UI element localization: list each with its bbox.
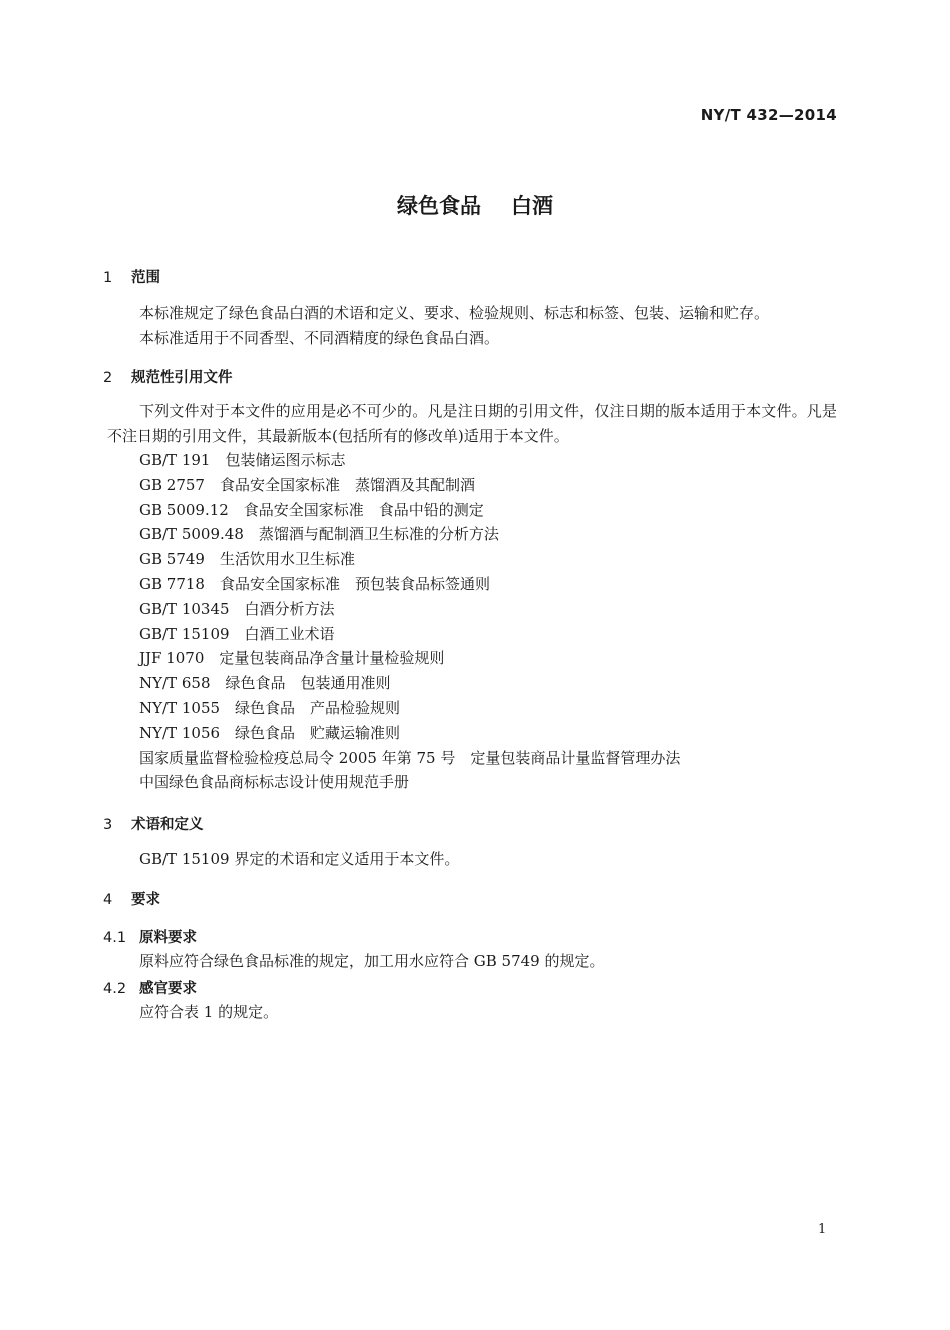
normative-references-list [139,448,680,795]
reference-item: JJF 1070 定量包装商品净含量计量检验规则 [139,649,445,668]
section-number: 4 [103,892,113,908]
subsection-4-1-heading [103,926,197,947]
page-number: 1 [818,1222,827,1237]
section-title: 规范性引用文件 [131,370,233,386]
document-title [0,190,950,220]
reference-item: GB 7718 食品安全国家标准 预包装食品标签通则 [139,574,490,593]
reference-item: GB 5009.12 食品安全国家标准 食品中铅的测定 [139,500,484,519]
reference-item: NY/T 1055 绿色食品 产品检验规则 [139,698,401,717]
section-3-paragraph-1: GB/T 15109 界定的术语和定义适用于本文件。 [139,850,460,868]
reference-item: GB 5749 生活饮用水卫生标准 [139,550,355,569]
section-2-heading [103,366,233,387]
subsection-title: 原料要求 [139,930,197,946]
reference-item: NY/T 658 绿色食品 包装通用准则 [139,674,391,693]
reference-item: 国家质量监督检验检疫总局令 2005 年第 75 号 定量包装商品计量监督管理办法 [139,748,681,767]
subsection-title: 感官要求 [139,981,197,997]
subsection-number: 4.1 [103,930,127,946]
section-title: 范围 [131,270,160,286]
reference-item: GB/T 5009.48 蒸馏酒与配制酒卫生标准的分析方法 [139,525,499,544]
reference-item: GB/T 15109 白酒工业术语 [139,624,335,643]
standard-number: NY/T 432—2014 [700,106,837,124]
subsection-number: 4.2 [103,981,127,997]
section-4-heading [103,888,160,909]
title-part-1: 绿色食品 [397,194,481,218]
section-1-paragraph-1: 本标准规定了绿色食品白酒的术语和定义、要求、检验规则、标志和标签、包装、运输和贮存。 [139,304,770,322]
section-number: 2 [103,370,113,386]
subsection-4-2-paragraph: 应符合表 1 的规定。 [139,1003,279,1021]
reference-item: GB/T 191 包装储运图示标志 [139,451,346,469]
section-number: 1 [103,270,113,286]
reference-item: NY/T 1056 绿色食品 贮藏运输准则 [139,723,401,742]
reference-item: GB 2757 食品安全国家标准 蒸馏酒及其配制酒 [139,475,475,494]
title-part-2: 白酒 [511,194,553,218]
subsection-4-1-paragraph: 原料应符合绿色食品标准的规定，加工用水应符合 GB 5749 的规定。 [139,952,605,970]
section-1-paragraph-2: 本标准适用于不同香型、不同酒精度的绿色食品白酒。 [139,329,500,347]
section-title: 术语和定义 [131,817,204,833]
section-number: 3 [103,817,113,833]
section-2-intro: 下列文件对于本文件的应用是必不可少的。凡是注日期的引用文件，仅注日期的版本适用于本文件。凡是不注日期的引用文件，其最新版本(包括所有的修改单)适用于本文件。 [107,402,837,445]
reference-item: GB/T 10345 白酒分析方法 [139,599,335,618]
section-title: 要求 [131,892,160,908]
subsection-4-2-heading [103,977,197,998]
section-1-heading [103,266,160,287]
section-3-heading [103,813,204,834]
reference-item: 中国绿色食品商标标志设计使用规范手册 [139,773,410,792]
